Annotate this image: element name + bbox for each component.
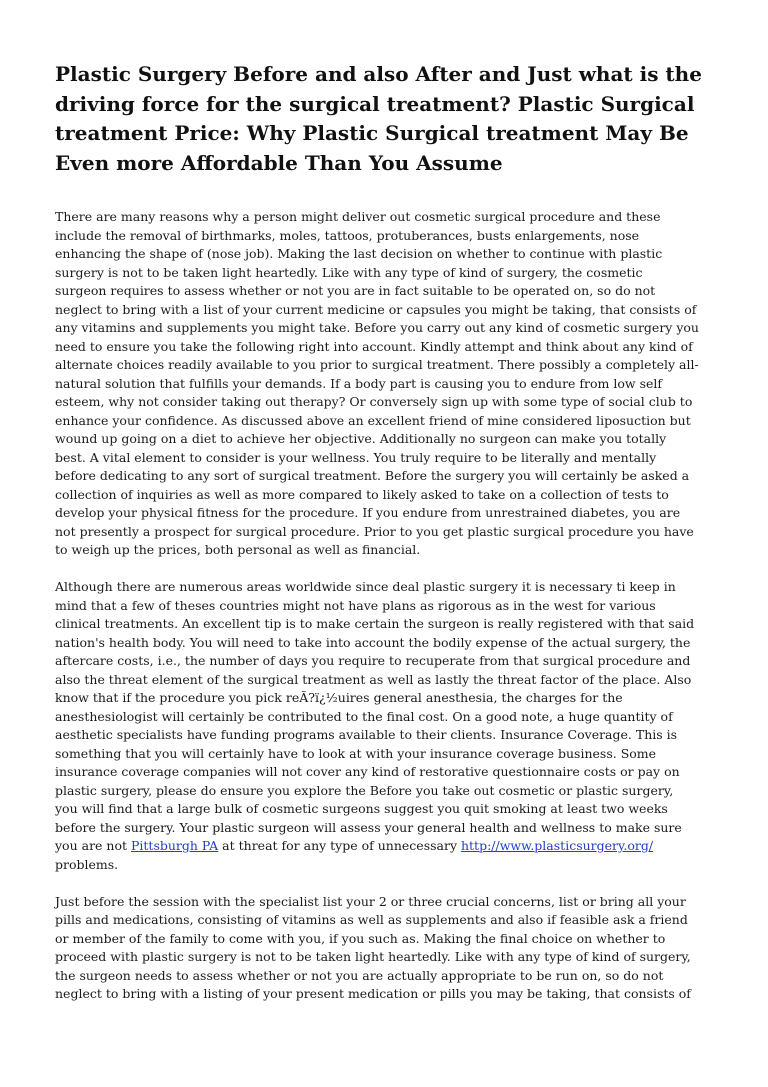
text-line: or member of the family to come with you, if you such as. Making the final choice on whether to (55, 930, 666, 946)
text-line: mind that a few of theses countries might not have plans as rigorous as in the west for various (55, 597, 656, 613)
text-line: insurance coverage companies will not cover any kind of restorative questionnaire costs or pay on (55, 764, 680, 779)
text-line: to weigh up the prices, both personal as well as financial. (55, 542, 421, 557)
title-line: Even more Affordable Than You Assume (55, 150, 503, 175)
paragraph-2 (55, 578, 715, 874)
text-line: pills and medications, consisting of vitamins as well as supplements and also if feasible ask a friend (55, 912, 688, 927)
title-line: Plastic Surgery Before and also After and Just what is the (55, 62, 702, 86)
text-line: anesthesiologist will certainly be contributed to the final cost. On a good note, a huge quantity of (55, 708, 673, 724)
text-line: Just before the session with the specialist list your 2 or three crucial concerns, list or bring all your (55, 893, 686, 909)
pittsburgh-link[interactable]: Pittsburgh PA (130, 838, 219, 853)
text-line: plastic surgery, please do ensure you explore the Before you take out cosmetic or plastic surgery, (55, 782, 674, 798)
page-title (55, 60, 725, 178)
text-line: enhance your confidence. As discussed above an excellent friend of mine considered liposuction but (55, 412, 691, 428)
paragraph-2-end-line: problems. (55, 856, 119, 872)
text-line: best. A vital element to consider is your wellness. You truly require to be literally and mentally (55, 449, 657, 465)
text-line: enhancing the shape of (nose job). Making the last decision on whether to continue with plastic (55, 246, 663, 261)
text-line: any vitamins and supplements you might take. Before you carry out any kind of cosmetic surgery you (55, 320, 699, 335)
text-line: Although there are numerous areas worldwide since deal plastic surgery it is necessary ti keep in (55, 579, 676, 594)
text-line: nation's health body. You will need to take into account the bodily expense of the actual surgery, the (55, 634, 691, 650)
text-line: know that if the procedure you pick reÃ?ï¿½uires general anesthesia, the charges for the (55, 690, 623, 705)
text-line: aftercare costs, i.e., the number of days you require to recuperate from that surgical procedure and (55, 653, 691, 668)
text-line: esteem, why not consider taking out therapy? Or conversely sign up with some type of social club to (55, 394, 693, 409)
title-line: treatment Price: Why Plastic Surgical treatment May Be (55, 121, 689, 145)
article-body (55, 208, 715, 1022)
plasticsurgery-link[interactable]: http://www.plasticsurgery.org/ (460, 838, 654, 853)
text-line: something that you will certainly have to look at with your insurance coverage business. Some (55, 745, 657, 761)
paragraph-2-link-line (55, 837, 715, 856)
text-line: also the threat element of the surgical treatment as well as lastly the threat factor of the place. Also (55, 671, 692, 687)
text-line: before the surgery. Your plastic surgeon will assess your general health and wellness to make sure (55, 819, 682, 835)
text-line: you will find that a large bulk of cosmetic surgeons suggest you quit smoking at least two weeks (55, 801, 668, 816)
text-line: There are many reasons why a person might deliver out cosmetic surgical procedure and these (55, 209, 661, 224)
text-line: surgery is not to be taken light heartedly. Like with any type of kind of surgery, the cosmetic (55, 264, 643, 280)
paragraph-2-lines (55, 578, 715, 837)
text-line: clinical treatments. An excellent tip is to make certain the surgeon is really registered with that said (55, 616, 695, 631)
text-span: at threat for any type of unnecessary (218, 838, 461, 853)
text-line: collection of inquiries as well as more compared to likely asked to take on a collection of tests to (55, 486, 669, 502)
paragraph-3 (55, 893, 715, 1004)
text-line: neglect to bring with a list of your current medicine or capsules you might be taking, that consists of (55, 301, 697, 317)
text-line: the surgeon needs to assess whether or not you are actually appropriate to be run on, so do not (55, 967, 664, 983)
text-line: neglect to bring with a listing of your present medication or pills you may be taking, that consists of (55, 986, 691, 1001)
text-line: need to ensure you take the following right into account. Kindly attempt and think about any kind of (55, 338, 693, 354)
text-line: alternate choices readily available to you prior to surgical treatment. There possibly a completely all- (55, 357, 699, 372)
text-line: include the removal of birthmarks, moles, tattoos, protuberances, busts enlargements, nose (55, 227, 640, 243)
text-line: develop your physical fitness for the procedure. If you endure from unrestrained diabetes, you are (55, 505, 681, 520)
text-line: not presently a prospect for surgical procedure. Prior to you get plastic surgical procedure you have (55, 523, 694, 539)
title-line: driving force for the surgical treatment? Plastic Surgical (55, 91, 695, 116)
paragraph-1 (55, 208, 715, 560)
text-line: wound up going on a diet to achieve her objective. Additionally no surgeon can make you totally (55, 431, 667, 446)
text-line: before dedicating to any sort of surgical treatment. Before the surgery you will certainly be asked a (55, 468, 690, 483)
text-line: aesthetic specialists have funding programs available to their clients. Insurance Coverage. This is (55, 727, 678, 742)
text-line: proceed with plastic surgery is not to be taken light heartedly. Like with any type of kind of surgery, (55, 949, 691, 964)
text-span: you are not (55, 838, 131, 853)
text-line: natural solution that fulfills your demands. If a body part is causing you to endure from low self (55, 375, 663, 391)
text-line: surgeon requires to assess whether or not you are in fact suitable to be operated on, so do not (55, 283, 656, 298)
